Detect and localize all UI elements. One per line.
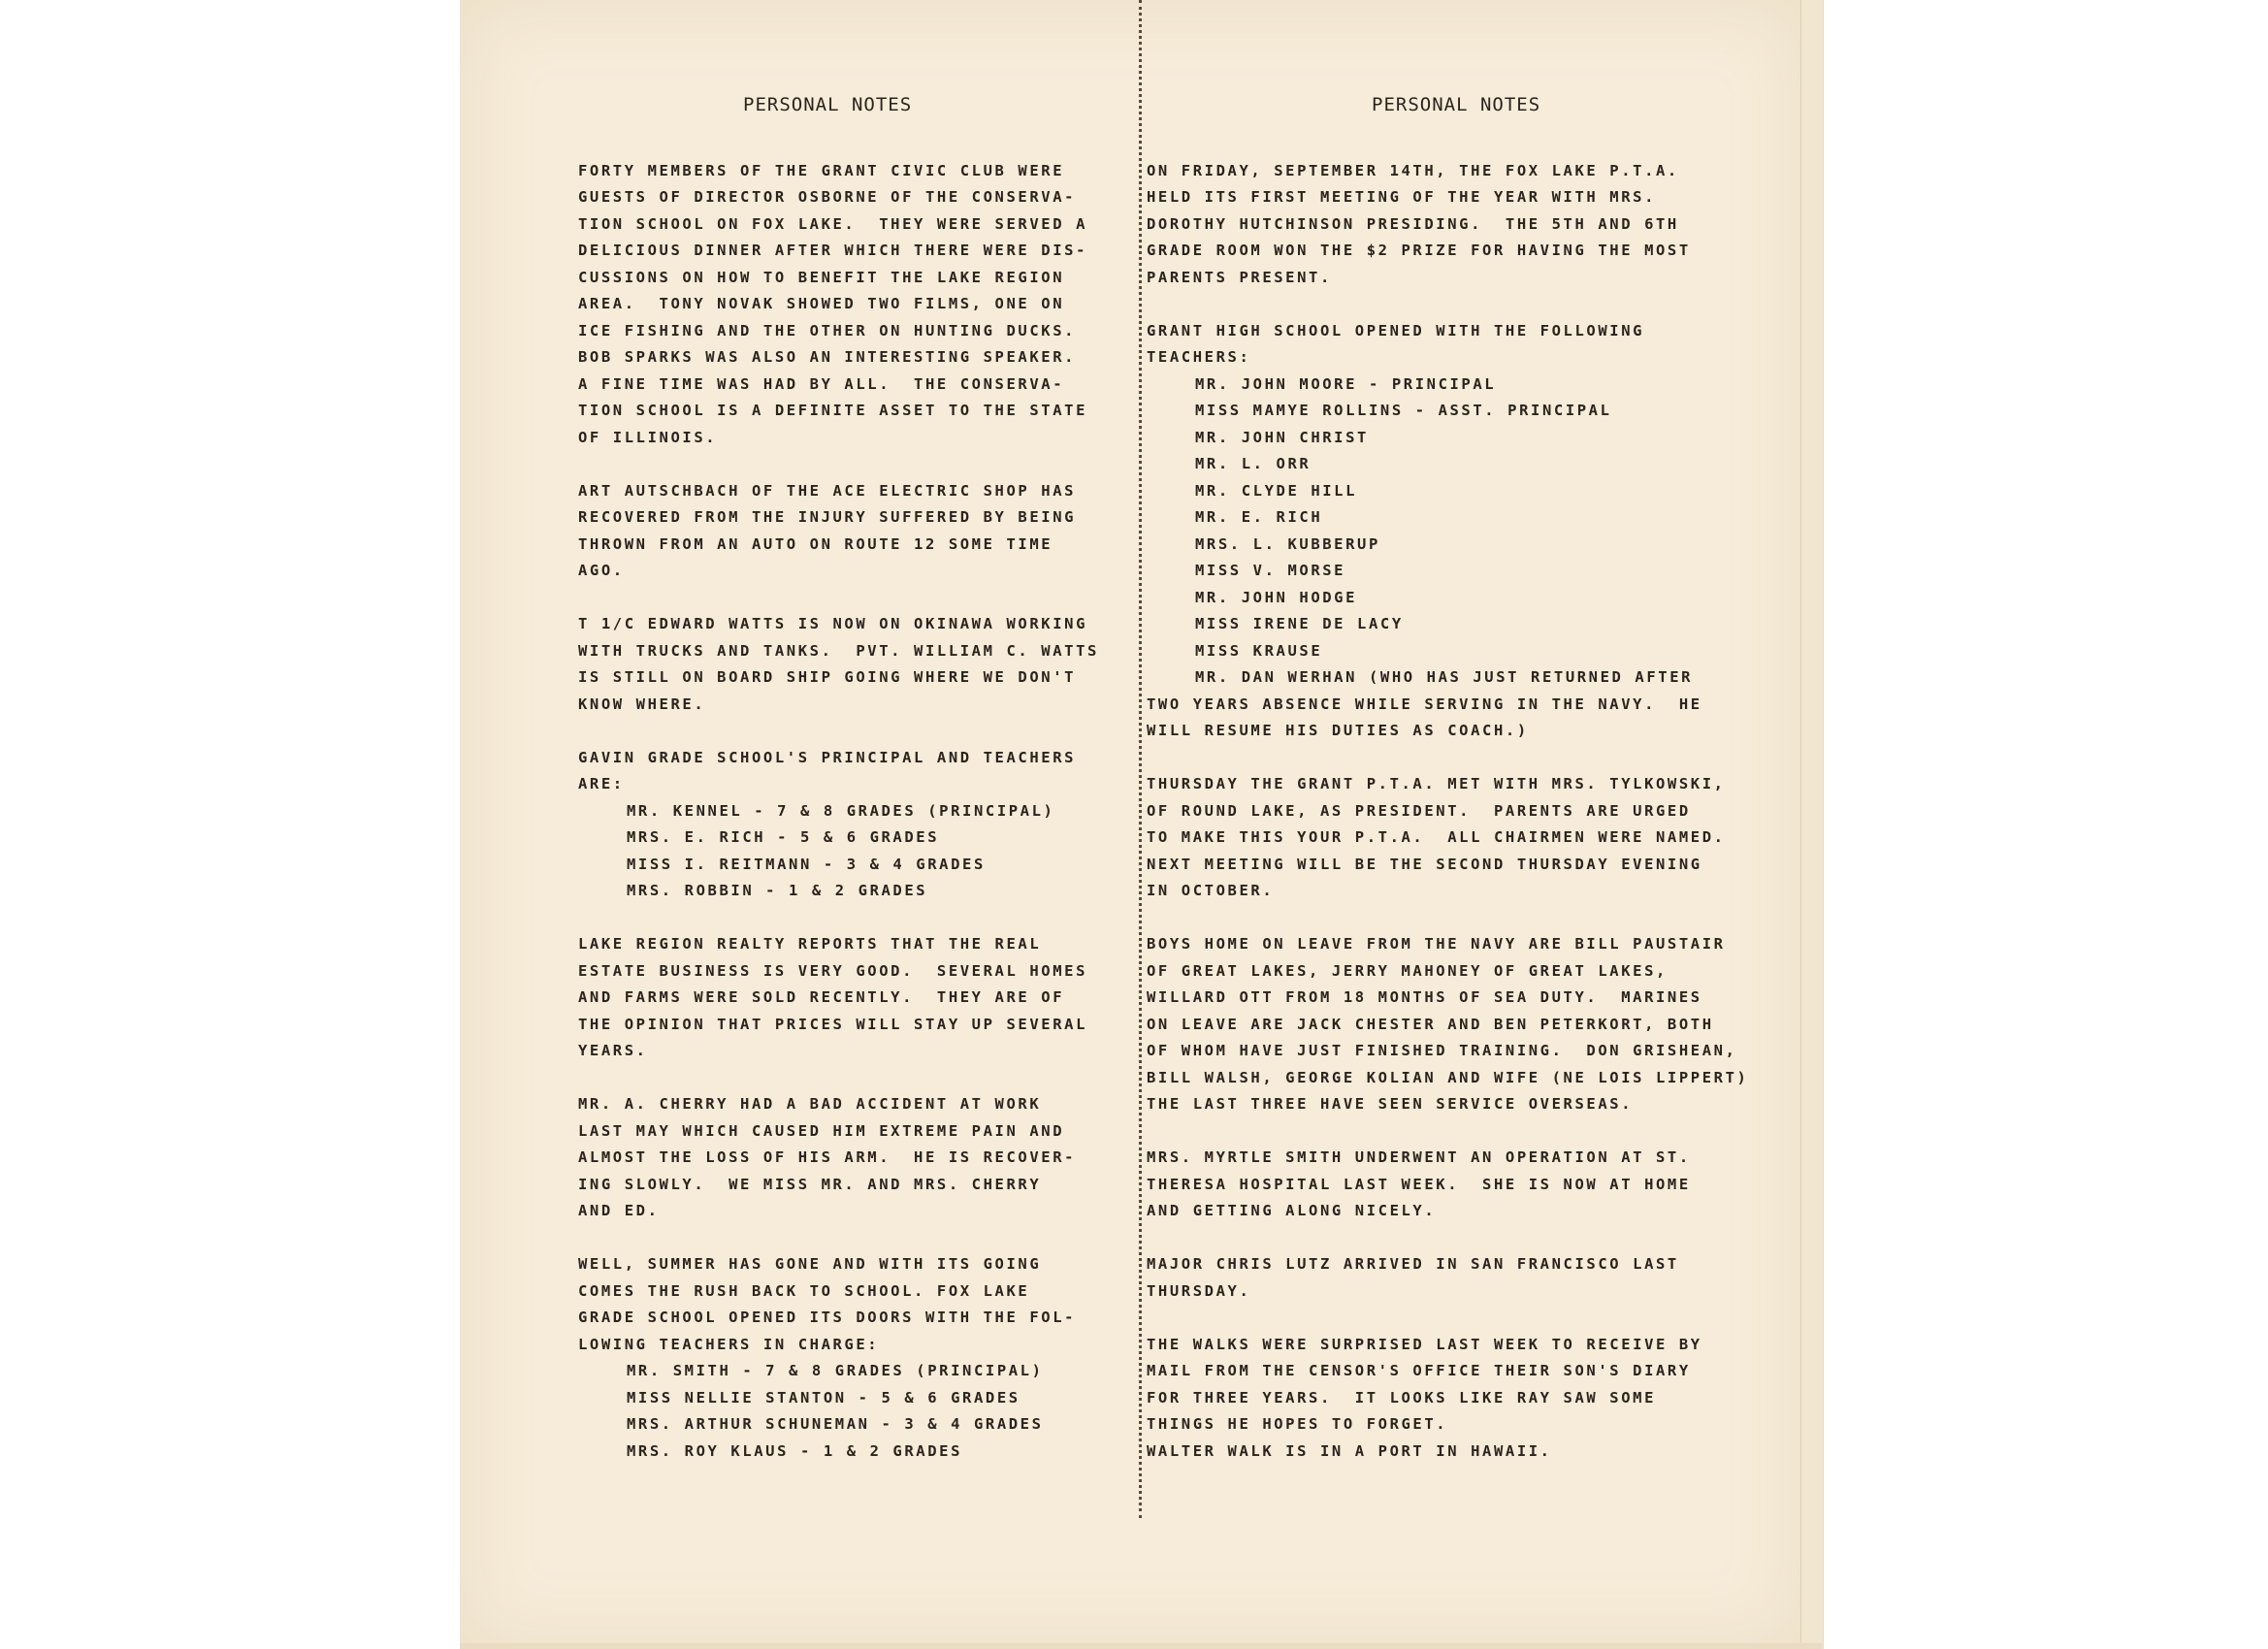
list-item: MRS. L. KUBBERUP: [1195, 534, 1380, 553]
list-item: MISS I. REITMANN - 3 & 4 GRADES: [627, 855, 986, 873]
text-line: ING SLOWLY. WE MISS MR. AND MRS. CHERRY: [578, 1175, 1042, 1193]
page-edge: [1800, 0, 1824, 1649]
list-item: MR. KENNEL - 7 & 8 GRADES (PRINCIPAL): [627, 801, 1055, 820]
text-line: AND FARMS WERE SOLD RECENTLY. THEY ARE OF: [578, 988, 1065, 1006]
text-line: THURSDAY THE GRANT P.T.A. MET WITH MRS. TYLKOWSKI,: [1147, 775, 1726, 792]
text-line: HELD ITS FIRST MEETING OF THE YEAR WITH MRS.: [1147, 188, 1656, 206]
list-item: MR. DAN WERHAN (WHO HAS JUST RETURNED AFTER: [1195, 668, 1694, 686]
text-line: GRADE ROOM WON THE $2 PRIZE FOR HAVING THE MOST: [1147, 242, 1691, 259]
text-line: TO MAKE THIS YOUR P.T.A. ALL CHAIRMEN WERE NAMED.: [1147, 828, 1726, 846]
text-line: YEARS.: [578, 1042, 648, 1059]
right-column-body: [1147, 158, 1797, 1466]
news-item: [1147, 158, 1797, 292]
text-line: LOWING TEACHERS IN CHARGE:: [578, 1335, 880, 1353]
news-item: [578, 931, 1121, 1065]
text-line: LAST MAY WHICH CAUSED HIM EXTREME PAIN AND: [578, 1121, 1065, 1140]
text-line: ON LEAVE ARE JACK CHESTER AND BEN PETERKORT, BOTH: [1147, 1015, 1714, 1033]
text-line: MRS. MYRTLE SMITH UNDERWENT AN OPERATION AT ST.: [1147, 1148, 1691, 1166]
news-item: [578, 478, 1121, 585]
text-line: RECOVERED FROM THE INJURY SUFFERED BY BEING: [578, 508, 1077, 526]
text-line: AGO.: [578, 562, 625, 579]
text-line: DOROTHY HUTCHINSON PRESIDING. THE 5TH AND 6TH: [1147, 214, 1679, 233]
text-line: T 1/C EDWARD WATTS IS NOW ON OKINAWA WORKING: [578, 615, 1087, 632]
list-item: MR. L. ORR: [1195, 455, 1312, 472]
text-line: THINGS HE HOPES TO FORGET.: [1147, 1415, 1448, 1433]
text-line: BILL WALSH, GEORGE KOLIAN AND WIFE (NE LOIS LIPPERT): [1147, 1068, 1749, 1086]
text-line: WELL, SUMMER HAS GONE AND WITH ITS GOING: [578, 1255, 1042, 1273]
text-line: GRADE SCHOOL OPENED ITS DOORS WITH THE FOL-: [578, 1309, 1077, 1326]
text-line: THE WALKS WERE SURPRISED LAST WEEK TO RECEIVE BY: [1147, 1335, 1702, 1353]
page-bottom-edge: [460, 1643, 1822, 1649]
text-line: THE OPINION THAT PRICES WILL STAY UP SEVERAL: [578, 1015, 1087, 1033]
text-line: BOYS HOME ON LEAVE FROM THE NAVY ARE BILL PAUSTAIR: [1147, 935, 1726, 953]
list-item: MR. JOHN CHRIST: [1195, 428, 1369, 446]
news-item: [1147, 1251, 1797, 1305]
text-line: AND GETTING ALONG NICELY.: [1147, 1202, 1437, 1219]
text-line: WILL RESUME HIS DUTIES AS COACH.): [1147, 722, 1529, 739]
text-line: MR. A. CHERRY HAD A BAD ACCIDENT AT WORK: [578, 1095, 1042, 1113]
list-item: MR. JOHN HODGE: [1195, 588, 1358, 606]
news-item: [578, 745, 1121, 905]
right-column-title: PERSONAL NOTES: [1372, 94, 1541, 115]
list-item: MRS. ROBBIN - 1 & 2 GRADES: [627, 882, 928, 899]
text-line: AND ED.: [578, 1202, 660, 1219]
news-item: [1147, 771, 1797, 905]
column-divider: [1139, 0, 1142, 1518]
text-line: PARENTS PRESENT.: [1147, 268, 1332, 286]
text-line: DELICIOUS DINNER AFTER WHICH THERE WERE DIS-: [578, 242, 1087, 259]
list-item: MRS. ROY KLAUS - 1 & 2 GRADES: [627, 1441, 963, 1460]
list-item: MR. JOHN MOORE - PRINCIPAL: [1195, 374, 1497, 393]
text-line: FOR THREE YEARS. IT LOOKS LIKE RAY SAW SOME: [1147, 1388, 1656, 1406]
text-line: ART AUTSCHBACH OF THE ACE ELECTRIC SHOP HAS: [578, 481, 1077, 500]
text-line: NEXT MEETING WILL BE THE SECOND THURSDAY EVENING: [1147, 855, 1702, 873]
text-line: TION SCHOOL ON FOX LAKE. THEY WERE SERVED A: [578, 214, 1087, 233]
text-line: ARE:: [578, 775, 625, 792]
text-line: OF ILLINOIS.: [578, 428, 718, 446]
text-line: THERESA HOSPITAL LAST WEEK. SHE IS NOW AT HOME: [1147, 1175, 1691, 1193]
text-line: LAKE REGION REALTY REPORTS THAT THE REAL: [578, 935, 1042, 953]
list-item: MR. E. RICH: [1195, 508, 1323, 526]
list-item: MISS MAMYE ROLLINS - ASST. PRINCIPAL: [1195, 402, 1612, 419]
list-item: MRS. ARTHUR SCHUNEMAN - 3 & 4 GRADES: [627, 1415, 1044, 1433]
text-line: MAIL FROM THE CENSOR'S OFFICE THEIR SON'S DIARY: [1147, 1362, 1691, 1379]
text-line: ICE FISHING AND THE OTHER ON HUNTING DUCKS.: [578, 321, 1077, 340]
text-line: ON FRIDAY, SEPTEMBER 14TH, THE FOX LAKE P.T.A.: [1147, 161, 1679, 179]
left-column: [578, 92, 1121, 1492]
text-line: GUESTS OF DIRECTOR OSBORNE OF THE CONSERVA-: [578, 188, 1077, 206]
text-line: IN OCTOBER.: [1147, 882, 1275, 899]
text-line: FORTY MEMBERS OF THE GRANT CIVIC CLUB WERE: [578, 161, 1065, 179]
text-line: TEACHERS:: [1147, 348, 1251, 366]
news-item: [1147, 1332, 1797, 1466]
text-line: GRANT HIGH SCHOOL OPENED WITH THE FOLLOWING: [1147, 321, 1645, 340]
text-line: WITH TRUCKS AND TANKS. PVT. WILLIAM C. WATTS: [578, 641, 1099, 660]
text-line: TION SCHOOL IS A DEFINITE ASSET TO THE STATE: [578, 402, 1087, 419]
text-line: KNOW WHERE.: [578, 695, 706, 713]
news-item: [578, 1091, 1121, 1225]
list-item: MISS KRAUSE: [1195, 641, 1323, 660]
news-item: [1147, 931, 1797, 1118]
text-line: OF ROUND LAKE, AS PRESIDENT. PARENTS ARE URGED: [1147, 801, 1691, 820]
text-line: THROWN FROM AN AUTO ON ROUTE 12 SOME TIME: [578, 534, 1053, 553]
text-line: ESTATE BUSINESS IS VERY GOOD. SEVERAL HOMES: [578, 961, 1087, 980]
left-column-title: PERSONAL NOTES: [743, 94, 913, 115]
text-line: MAJOR CHRIS LUTZ ARRIVED IN SAN FRANCISCO LAST: [1147, 1255, 1679, 1273]
right-column: [1147, 92, 1797, 1492]
text-line: THE LAST THREE HAVE SEEN SERVICE OVERSEAS.: [1147, 1095, 1634, 1113]
text-line: AREA. TONY NOVAK SHOWED TWO FILMS, ONE ON: [578, 295, 1065, 312]
list-item: MISS IRENE DE LACY: [1195, 615, 1404, 632]
list-item: MR. CLYDE HILL: [1195, 481, 1358, 500]
news-item: [578, 158, 1121, 452]
list-item: MISS V. MORSE: [1195, 562, 1346, 579]
text-line: COMES THE RUSH BACK TO SCHOOL. FOX LAKE: [578, 1281, 1030, 1300]
list-item: MRS. E. RICH - 5 & 6 GRADES: [627, 828, 940, 846]
news-item: [578, 1251, 1121, 1465]
text-line: OF WHOM HAVE JUST FINISHED TRAINING. DON GRISHEAN,: [1147, 1042, 1737, 1059]
news-item: [578, 611, 1121, 718]
text-line: THURSDAY.: [1147, 1281, 1251, 1300]
text-line: CUSSIONS ON HOW TO BENEFIT THE LAKE REGION: [578, 268, 1065, 286]
text-line: BOB SPARKS WAS ALSO AN INTERESTING SPEAKER.: [578, 348, 1077, 366]
text-line: WALTER WALK IS IN A PORT IN HAWAII.: [1147, 1441, 1552, 1460]
text-line: IS STILL ON BOARD SHIP GOING WHERE WE DON'T: [578, 668, 1077, 686]
text-line: ALMOST THE LOSS OF HIS ARM. HE IS RECOVER-: [578, 1148, 1077, 1166]
news-item: [1147, 1145, 1797, 1225]
text-line: OF GREAT LAKES, JERRY MAHONEY OF GREAT LAKES,: [1147, 961, 1668, 980]
text-line: WILLARD OTT FROM 18 MONTHS OF SEA DUTY. MARINES: [1147, 988, 1702, 1006]
list-item: MISS NELLIE STANTON - 5 & 6 GRADES: [627, 1388, 1021, 1406]
left-column-body: [578, 158, 1121, 1466]
text-line: TWO YEARS ABSENCE WHILE SERVING IN THE NAVY. HE: [1147, 695, 1702, 713]
list-item: MR. SMITH - 7 & 8 GRADES (PRINCIPAL): [627, 1362, 1044, 1379]
text-line: GAVIN GRADE SCHOOL'S PRINCIPAL AND TEACHERS: [578, 748, 1077, 766]
text-line: A FINE TIME WAS HAD BY ALL. THE CONSERVA-: [578, 374, 1065, 393]
news-item: [1147, 318, 1797, 745]
